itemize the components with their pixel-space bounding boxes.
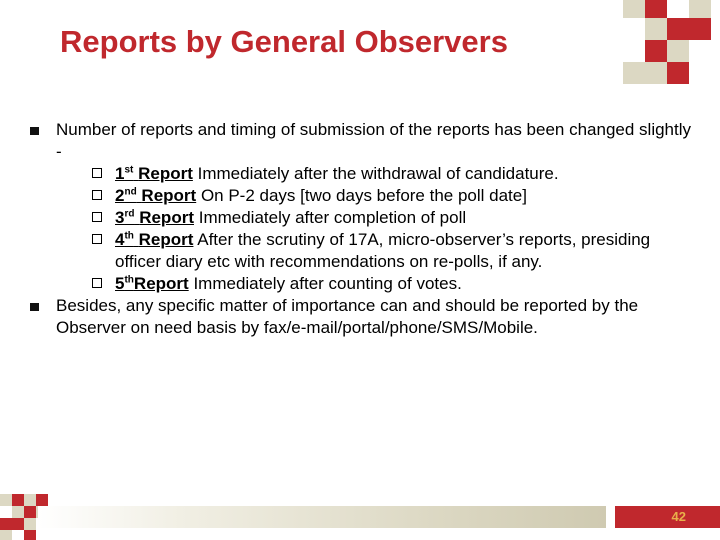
bullet-item: [30, 295, 700, 339]
square-bullet-icon: [30, 127, 39, 135]
report-timing: On P-2 days [two days before the poll date]: [200, 186, 527, 205]
report-timing: Immediately after the withdrawal of candidature.: [197, 164, 559, 183]
bullet-item: [30, 119, 700, 295]
checkbox-bullet-icon: [92, 212, 102, 222]
checkbox-bullet-icon: [92, 168, 102, 178]
report-list: [56, 163, 700, 295]
checkbox-bullet-icon: [92, 234, 102, 244]
report-label: 1st Report: [115, 164, 193, 183]
slide-content: [30, 119, 700, 339]
report-item: [56, 273, 700, 295]
checkbox-bullet-icon: [92, 190, 102, 200]
checker-decoration-top: [615, 0, 720, 95]
bullet-text: Number of reports and timing of submission of the reports has been changed slightly -: [56, 120, 692, 161]
slide-title: Reports by General Observers: [60, 24, 508, 59]
square-bullet-icon: [30, 303, 39, 311]
checkbox-bullet-icon: [92, 278, 102, 288]
report-label: 3rd Report: [115, 208, 194, 227]
report-timing: Immediately after completion of poll: [198, 208, 467, 227]
report-label: 2nd Report: [115, 186, 197, 205]
report-timing: After the scrutiny of 17A, micro-observer’s reports, presiding officer diary etc with recommendations on re-polls, if any.: [115, 230, 651, 271]
report-item: [56, 163, 700, 185]
page-number-box: [615, 506, 720, 528]
report-label: 4th Report: [115, 230, 194, 249]
report-item: [56, 185, 700, 207]
report-item: [56, 207, 700, 229]
report-label: 5thReport: [115, 274, 189, 293]
page-number: 42: [671, 509, 686, 524]
report-timing: Immediately after counting of votes.: [193, 274, 462, 293]
report-item: [56, 229, 700, 273]
bullet-text: Besides, any specific matter of importance can and should be reported by the Observer on need basis by fax/e-mail/portal/phone/SMS/Mobile.: [56, 296, 639, 337]
footer-bar: [38, 506, 606, 528]
